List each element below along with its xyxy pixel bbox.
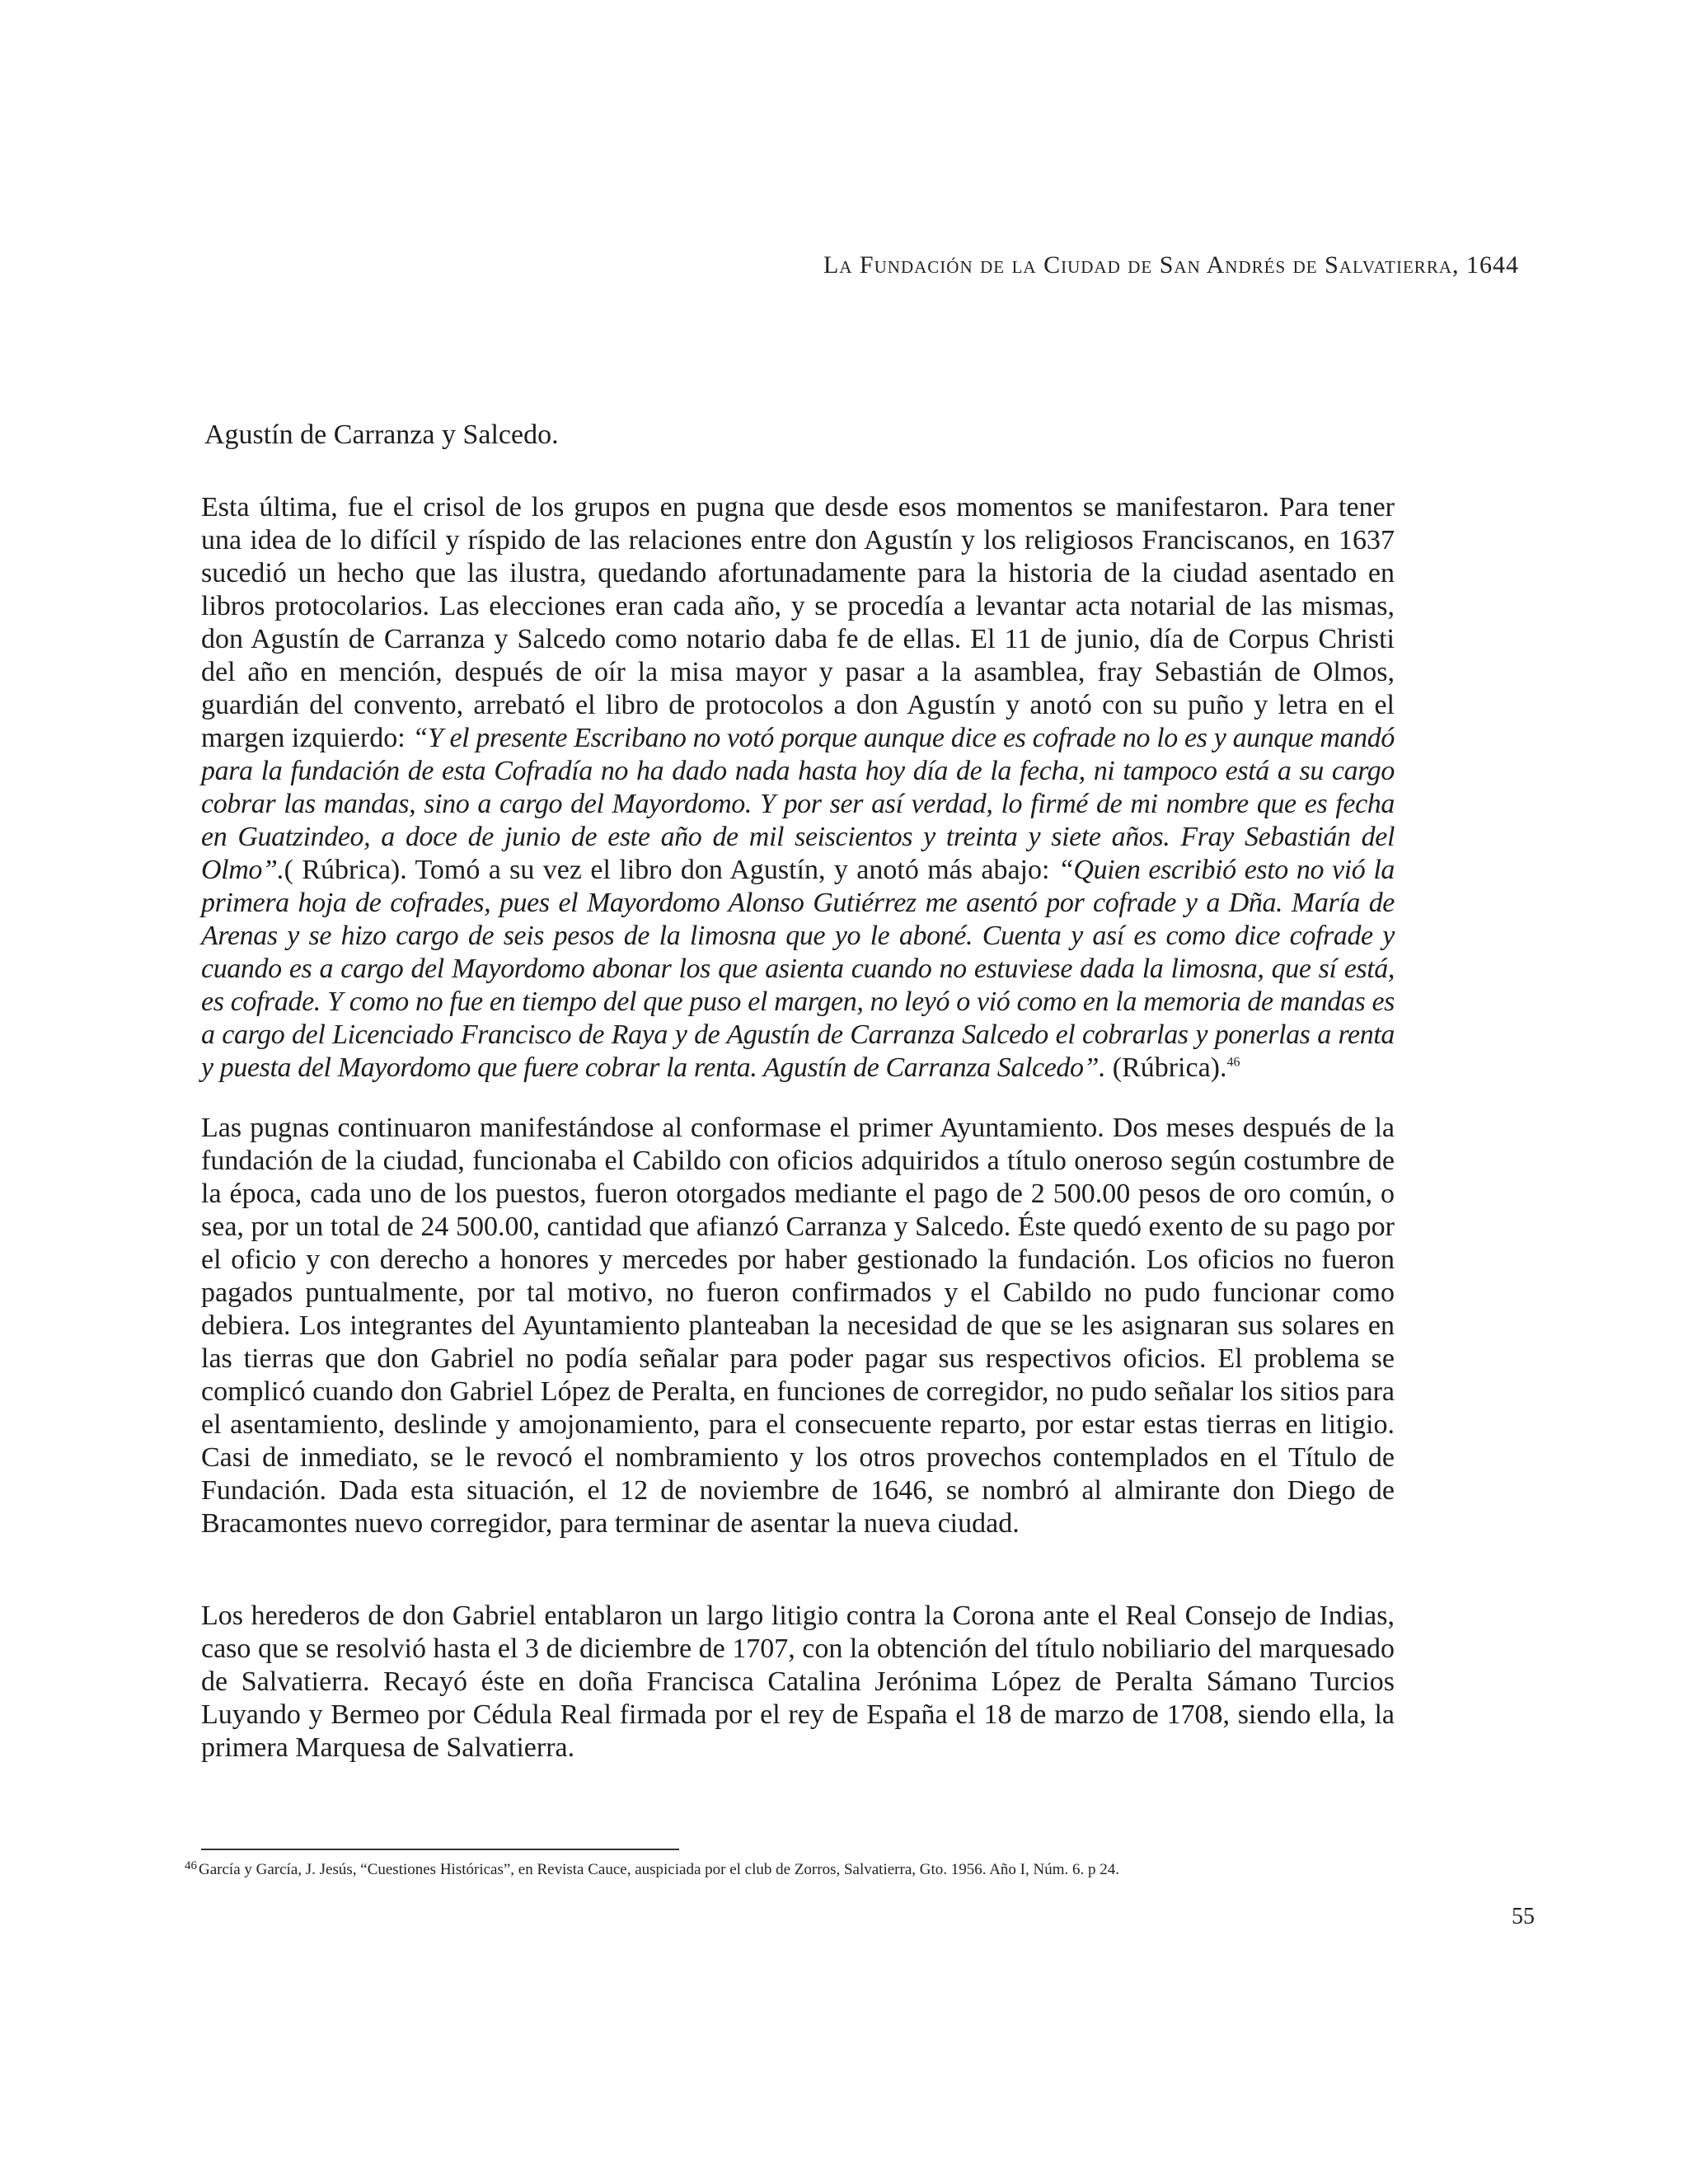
paragraph-3-text: Los herederos de don Gabriel entablaron un largo litigio contra la Corona ante el Real Consejo de Indias, caso que se resolvió hasta el 3 de diciembre de 1707, con la obtención del título nobiliario del marquesado de Salvatierra. Recayó éste en doña Francisca Catalina Jerónima López de Peralta Sámano Turcios Luyando y Bermeo por Cédula Real firmada por el rey de España el 18 de marzo de 1708, siendo ella, la primera Marquesa de Salvatierra. xyxy=(201,1601,1395,1763)
paragraph-2-text: Las pugnas continuaron manifestándose al conformase el primer Ayuntamiento. Dos meses después de la fundación de la ciudad, funcionaba el Cabildo con oficios adquiridos a título oneroso según costumbre de la época, cada uno de los puestos, fueron otorgados mediante el pago de 2 500.00 pesos de oro común, o sea, por un total de 24 500.00, cantidad que afianzó Carranza y Salcedo. Éste quedó exento de su pago por el oficio y con derecho a honores y mercedes por haber gestionado la fundación. Los oficios no fueron pagados puntualmente, por tal motivo, no fueron confirmados y el Cabildo no pudo funcionar como debiera. Los integrantes del Ayuntamiento planteaban la necesidad de que se les asignaran sus solares en las tierras que don Gabriel no podía señalar para poder pagar sus respectivos oficios. El problema se complicó cuando don Gabriel López de Peralta, en funciones de corregidor, no pudo señalar los sitios para el asentamiento, deslinde y amojonamiento, para el consecuente reparto, por estar estas tierras en litigio. Casi de inmediato, se le revocó el nombramiento y los otros provechos contemplados en el Título de Fundación. Dada esta situación, el 12 de noviembre de 1646, se nombró al almirante don Diego de Bracamontes nuevo corregidor, para terminar de asentar la nueva ciudad. xyxy=(201,1113,1395,1539)
footnote-reference: 46 xyxy=(1226,1055,1240,1070)
footnote-divider xyxy=(201,1849,679,1850)
footnote-text: García y García, J. Jesús, “Cuestiones Históricas”, en Revista Cauce, auspiciada por el club de Zorros, Salvatierra, Gto. 1956. Año I, Núm. 6. p 24. xyxy=(199,1861,1120,1878)
paragraph-3 xyxy=(201,1600,1395,1765)
paragraph-1-end: (Rúbrica). xyxy=(1105,1052,1227,1083)
quote-fray-sebastian: “Y el presente Escribano no votó porque aunque dice es cofrade no lo es y aunque mandó para la fundación de esta Cofradía no ha dado nada hasta hoy día de la fecha, ni tampoco está a su cargo cobrar las mandas, sino a cargo del Mayordomo. Y por ser así verdad, lo firmé de mi nombre que es fecha en Guatzindeo, a doce de junio de este año de mil seiscientos y treinta y siete años. Fray Sebastián del Olmo”. xyxy=(201,723,1395,885)
paragraph-1-intro: Esta última, fue el crisol de los grupos en pugna que desde esos momentos se manifestaron. Para tener una idea de lo difícil y ríspido de las relaciones entre don Agustín y los religiosos Franciscanos, en 1637 sucedió un hecho que las ilustra, quedando afortunadamente para la historia de la ciudad asentado en libros protocolarios. Las elecciones eran cada año, y se procedía a levantar acta notarial de las mismas, don Agustín de Carranza y Salcedo como notario daba fe de ellas. El 11 de junio, día de Corpus Christi del año en mención, después de oír la misa mayor y pasar a la asamblea, fray Sebastián de Olmos, guardián del convento, arrebató el libro de protocolos a don Agustín y anotó con su puño y letra en el margen izquierdo: xyxy=(201,492,1395,753)
page-number: 55 xyxy=(1512,1904,1535,1929)
paragraph-1 xyxy=(201,491,1395,1085)
paragraph-1-middle: ( Rúbrica). Tomó a su vez el libro don Agustín, y anotó más abajo: xyxy=(284,855,1058,885)
running-header: La Fundación de la Ciudad de San Andrés de Salvatierra, 1644 xyxy=(823,251,1519,279)
quote-agustin: “Quien escribió esto no vió la primera hoja de cofrades, pues el Mayordomo Alonso Gutiérrez me asentó por cofrade y a Dña. María de Arenas y se hizo cargo de seis pesos de la limosna que yo le aboné. Cuenta y así es como dice cofrade y cuando es a cargo del Mayordomo abonar los que asienta cuando no estuviese dada la limosna, que sí está, es cofrade. Y como no fue en tiempo del que puso el margen, no leyó o vió como en la memoria de mandas es a cargo del Licenciado Francisco de Raya y de Agustín de Carranza Salcedo el cobrarlas y ponerlas a renta y puesta del Mayordomo que fuere cobrar la renta. Agustín de Carranza Salcedo”. xyxy=(201,855,1395,1083)
footnote xyxy=(185,1856,1421,1880)
opening-line: Agustín de Carranza y Salcedo. xyxy=(204,419,559,450)
paragraph-2 xyxy=(201,1112,1395,1540)
footnote-number: 46 xyxy=(185,1859,197,1872)
